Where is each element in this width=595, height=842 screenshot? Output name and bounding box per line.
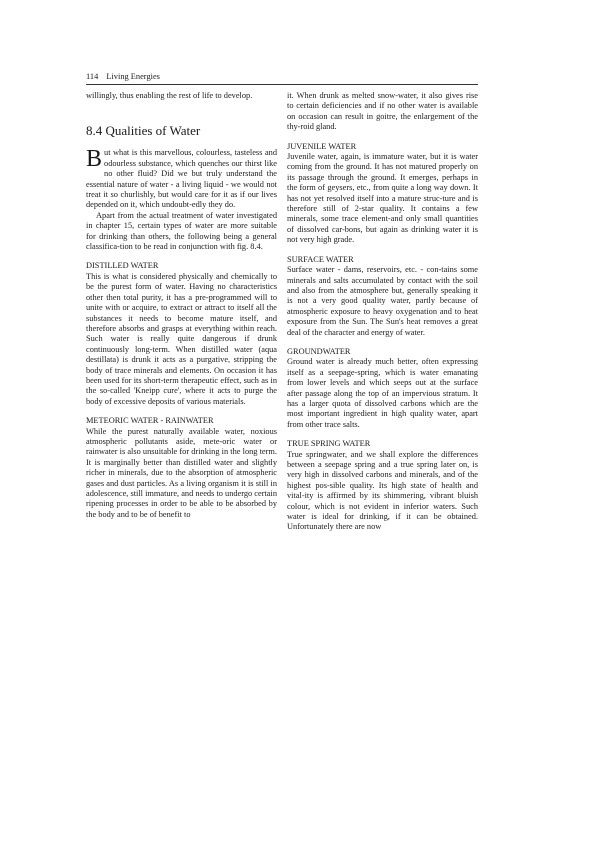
continued-paragraph-right: it. When drunk as melted snow-water, it also gives rise to certain deficiencies and if no other water is available on occasion can result in goitre, the enlargement of the thy-roid gland. <box>287 91 478 132</box>
distilled-water-heading: DISTILLED WATER <box>86 261 159 271</box>
surface-water-heading: SURFACE WATER <box>287 254 354 264</box>
meteoric-water-text: While the purest naturally available water, noxious atmospheric pollutants aside, mete-oric water or rainwater is also unsuitable for drinking in the long term. It is marginally better than distilled water and slightly richer in minerals, due to the absorption of atmospheric gases and dust particles. As a living organism it is still in adolescence, still immature, and needs to undergo certain ripening processes in order to be able to be absorbed by the body and to be of benefit to <box>86 426 277 519</box>
section-heading: 8.4 Qualities of Water <box>86 123 201 139</box>
meteoric-water-heading: METEORIC WATER - RAINWATER <box>86 416 214 426</box>
intro-paragraph-2: Apart from the actual treatment of water investigated in chapter 15, certain types of water are more suitable for drinking than others, the following being a general classifica-tion to be read in conjunction with fig. 8.4. <box>86 210 277 252</box>
juvenile-water-heading: JUVENILE WATER <box>287 141 357 151</box>
page-number: 114 <box>86 72 99 81</box>
juvenile-water-text: Juvenile water, again, is immature water, but it is water coming from the ground. It has not matured properly on its passage through the ground. It emerges, perhaps in the form of geysers, etc., from quite a long way down. It has not yet resolved itself into a mature struc-ture and is therefore still of 2-star quality. It contains a few minerals, some trace element-and only small quantities of dissolved car-bons, but again as drinking water it is not very high grade. <box>287 152 478 245</box>
surface-water-text: Surface water - dams, reservoirs, etc. - con-tains some minerals and salts accumulated by contact with the soil and also from the atmosphere but, generally speaking it is not a very good quality water, partly because of atmospheric exposure to heavy oxygenation and to heat exposure from the Sun. The Sun's heat removes a great deal of the character and energy of water. <box>287 265 478 337</box>
true-spring-water-text: True springwater, and we shall explore the differences between a seepage spring and a true spring later on, is very high in dissolved carbons and minerals, and of the highest pos-sible quality. Its high state of health and vital-ity is affirmed by its shimmering, vibrant bluish colour, which is not evident in inferior waters. Such water is ideal for drinking, if it can be obtained. Unfortunately there are now <box>287 449 478 532</box>
continued-paragraph: willingly, thus enabling the rest of life to develop. <box>86 91 253 100</box>
groundwater-heading: GROUNDWATER <box>287 346 351 356</box>
intro-paragraph <box>86 148 277 210</box>
intro-text: ut what is this marvellous, colourless, tasteless and odourless substance, which quenches our thirst like no other fluid? Did we but truly understand the essential nature of water - a living liquid - we would not treat it so churlishly, but would care for it as if our lives depended on it, which undoubt-edly they do. <box>86 148 277 210</box>
true-spring-water-heading: TRUE SPRING WATER <box>287 439 371 449</box>
left-column <box>86 91 277 520</box>
distilled-water-text: This is what is considered physically and chemically to be the purest form of water. Having no characteristics other then total purity, it has a pre-programmed will to unite with or acquire, to extract or attract to itself all the substances it needs to become mature itself, and therefore absorbs and grasps at everything within reach. Such water is really quite dangerous if drunk continuously long-term. When distilled water (aqua destillata) is drunk it acts as a purgative, stripping the body of trace minerals and elements. On occasion it has been used for its short-term therapeutic effect, such as in the so-called 'Kneipp cure', where it acts to purge the body of excessive deposits of various materials. <box>86 271 277 406</box>
groundwater-text: Ground water is already much better, often expressing itself as a seepage-spring, which is water emanating from lower levels and which seeps out at the surface after passage along the top of an impervious stratum. It has a larger quota of dissolved carbons which are the most important ingredient in high quality water, apart from other trace salts. <box>287 357 478 429</box>
running-header <box>86 72 478 85</box>
drop-cap: B <box>86 146 103 173</box>
right-column <box>287 91 478 533</box>
running-title: Living Energies <box>106 72 160 81</box>
